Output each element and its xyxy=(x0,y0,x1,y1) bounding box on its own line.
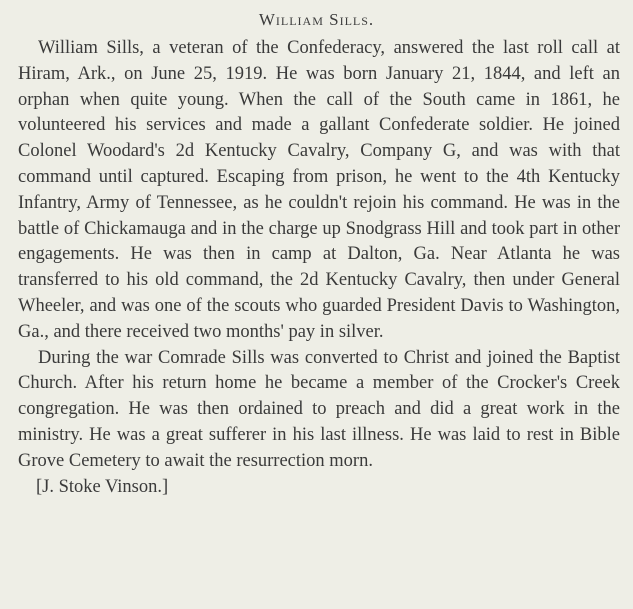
article-body xyxy=(18,36,620,500)
article-title: William Sills. xyxy=(258,10,375,29)
paragraph-2: During the war Comrade Sills was converted to Christ and joined the Baptist Church. After his return home he became a member of the Crocker's Creek congregation. He was then ordained to preach and did a great work in the ministry. He was a great sufferer in his last illness. He was laid to rest in Bible Grove Cemetery to await the resurrection morn. xyxy=(18,347,620,471)
paragraph-1: William Sills, a veteran of the Confederacy, answered the last roll call at Hiram, Ark., on June 25, 1919. He was born January 21, 1844, and left an orphan when quite young. When the call of the South came in 1861, he volunteered his services and made a gallant Confederate soldier. He joined Colonel Woodard's 2d Kentucky Cavalry, Company G, and was with that command until captured. Escaping from prison, he went to the 4th Kentucky Infantry, Army of Tennessee, as he couldn't rejoin his command. He was in the battle of Chickamauga and in the charge up Snodgrass Hill and took part in other engagements. He was then in camp at Dalton, Ga. Near Atlanta he was transferred to his old command, the 2d Kentucky Cavalry, then under General Wheeler, and was one of the scouts who guarded President Davis to Washington, Ga., and there received two months' pay in silver. xyxy=(18,38,620,342)
author-signature: [J. Stoke Vinson.] xyxy=(36,476,169,497)
